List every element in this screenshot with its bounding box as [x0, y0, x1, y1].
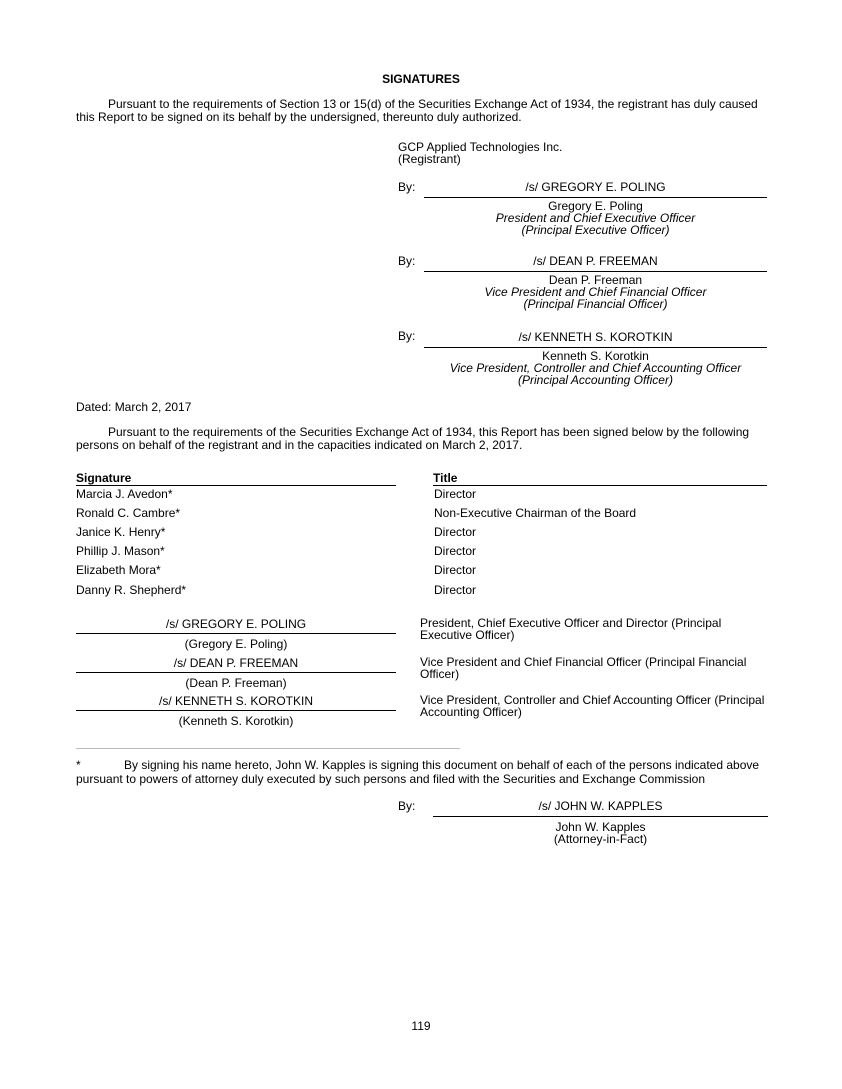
footnote-divider — [76, 748, 460, 749]
by-label: By: — [398, 329, 416, 343]
intro-paragraph: Pursuant to the requirements of Section 13 or 15(d) of the Securities Exchange Act of 1934, the registrant has duly caused this Report to be signed on its behalf by the undersigned, thereunto duly authorized. — [76, 97, 758, 124]
attorney-role: (Attorney-in-Fact) — [553, 832, 648, 846]
title-column-header: Title — [433, 471, 767, 486]
attorney-block — [433, 821, 768, 845]
dated-line: Dated: March 2, 2017 — [76, 400, 192, 414]
director-title: Director — [434, 525, 477, 539]
signature-line: /s/ DEAN P. FREEMAN — [424, 254, 767, 272]
officer-table-title: Vice President, Controller and Chief Accounting Officer (Principal Accounting Officer) — [420, 693, 765, 719]
attorney-name: John W. Kapples — [555, 820, 646, 834]
officer-name: Kenneth S. Korotkin — [542, 349, 649, 363]
officer-signature-block — [424, 350, 767, 386]
second-paragraph: Pursuant to the requirements of the Securities Exchange Act of 1934, this Report has been signed below by the following persons on behalf of the registrant and in the capacities indicated on March 2, 2017. — [76, 425, 750, 452]
director-name: Danny R. Shepherd* — [76, 583, 187, 597]
director-title: Director — [434, 563, 477, 577]
officer-printed-name: (Dean P. Freeman) — [185, 676, 287, 690]
footnote-text: By signing his name hereto, John W. Kapples is signing this document on behalf of each of the persons indicated above pursuant to powers of attorney duly executed by such persons and filed with the Securities and Exchange Commission — [76, 758, 760, 786]
officer-signature-block — [424, 274, 767, 310]
registrant-name: GCP Applied Technologies Inc. — [398, 140, 563, 154]
director-name: Elizabeth Mora* — [76, 563, 161, 577]
attorney-signature-line: /s/ JOHN W. KAPPLES — [433, 799, 768, 817]
by-label: By: — [398, 799, 416, 813]
director-title: Director — [434, 544, 477, 558]
director-title: Director — [434, 583, 477, 597]
officer-table-title: President, Chief Executive Officer and Director (Principal Executive Officer) — [420, 616, 722, 642]
page-number: 119 — [411, 1019, 431, 1033]
director-name: Ronald C. Cambre* — [76, 506, 181, 520]
officer-capacity: (Principal Executive Officer) — [521, 223, 670, 237]
registrant-label: (Registrant) — [398, 152, 461, 166]
director-title: Non-Executive Chairman of the Board — [434, 506, 637, 520]
officer-printed-name: (Kenneth S. Korotkin) — [178, 714, 294, 728]
officer-signature-line: /s/ GREGORY E. POLING — [76, 617, 396, 634]
by-label: By: — [398, 254, 416, 268]
director-name: Phillip J. Mason* — [76, 544, 165, 558]
signature-column-header: Signature — [76, 471, 396, 486]
signature-line: /s/ GREGORY E. POLING — [424, 180, 767, 198]
officer-signature-line: /s/ KENNETH S. KOROTKIN — [76, 694, 396, 711]
director-title: Director — [434, 487, 477, 501]
officer-name: Dean P. Freeman — [548, 273, 643, 287]
by-label: By: — [398, 180, 416, 194]
officer-table-title: Vice President and Chief Financial Officer (Principal Financial Officer) — [420, 655, 747, 681]
footnote-marker: * — [76, 758, 81, 772]
officer-title: President and Chief Executive Officer — [495, 211, 696, 225]
officer-signature-block — [424, 200, 767, 236]
officer-printed-name: (Gregory E. Poling) — [184, 637, 288, 651]
signature-line: /s/ KENNETH S. KOROTKIN — [424, 330, 767, 348]
officer-title: Vice President, Controller and Chief Accounting Officer — [449, 361, 742, 375]
registrant-block — [398, 141, 562, 165]
officer-name: Gregory E. Poling — [548, 199, 643, 213]
page-heading: SIGNATURES — [382, 72, 460, 86]
officer-capacity: (Principal Accounting Officer) — [518, 373, 673, 387]
officer-title: Vice President and Chief Financial Officer — [484, 285, 707, 299]
director-name: Marcia J. Avedon* — [76, 487, 173, 501]
director-name: Janice K. Henry* — [76, 525, 166, 539]
officer-signature-line: /s/ DEAN P. FREEMAN — [76, 656, 396, 673]
officer-capacity: (Principal Financial Officer) — [523, 297, 668, 311]
